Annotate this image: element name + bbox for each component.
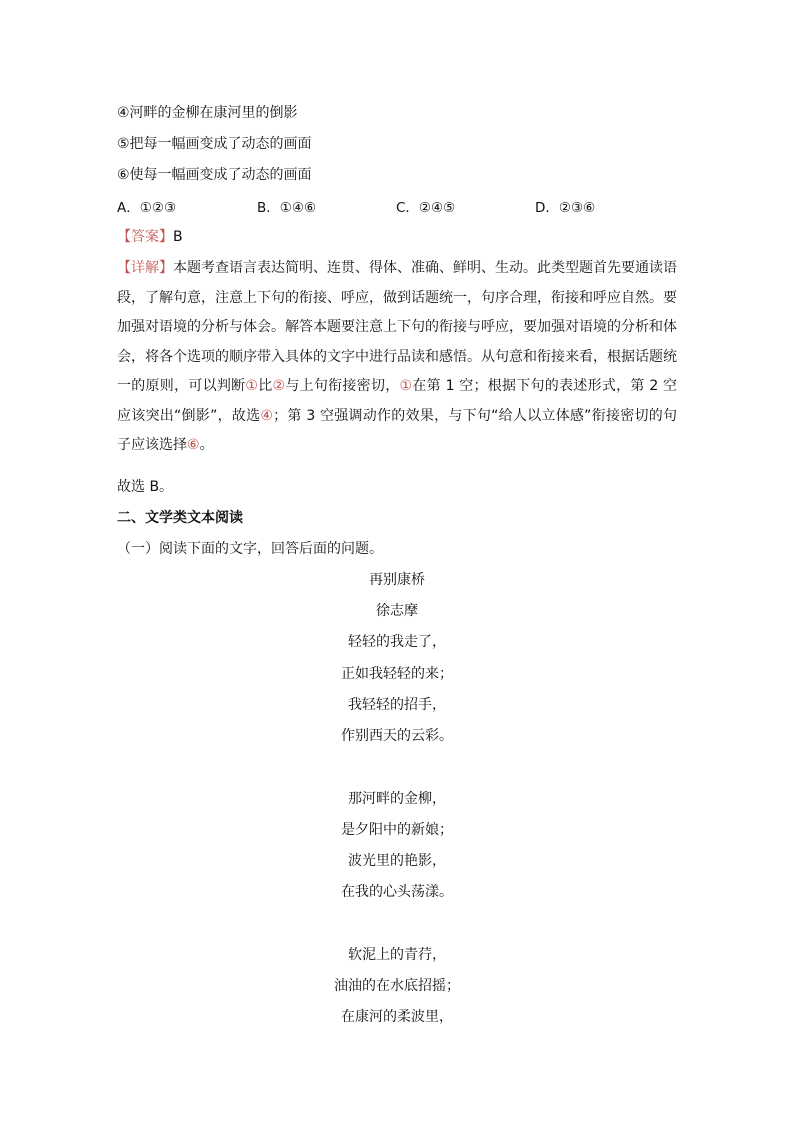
option-d: D．②③⑥ (535, 200, 596, 216)
circled-number-3: ① (399, 378, 413, 394)
explanation-tag: 【详解】 (117, 260, 173, 276)
poem-line: 那河畔的金柳， (348, 791, 446, 807)
explanation-text-5: ；第 3 空强调动作的效果，与下句“给人以立体感”衔接密切的句子应该选择 (117, 407, 677, 453)
answer-value: B (173, 229, 183, 245)
circled-number-5: ⑥ (187, 437, 200, 453)
answer-line (117, 227, 183, 247)
explanation-text-4: 在第 1 空；根据下句的表述形式，第 2 空应该突出“倒影”，故选 (117, 378, 678, 424)
poem-title: 再别康桥 (369, 572, 425, 588)
option-b: B．①④⑥ (257, 200, 317, 216)
explanation-text-6: 。 (199, 437, 214, 453)
poem-line: 我轻轻的招手， (348, 697, 446, 713)
poem-author: 徐志摩 (376, 603, 418, 619)
poem-line: 软泥上的青荇， (348, 947, 446, 963)
explanation-text-1: 本题考查语言表达简明、连贯、得体、准确、鲜明、生动。此类型题首先要通读语段，了解句意，注意上下句的衔接、呼应，做到话题统一，句序合理，衔接和呼应自然。要加强对语境的分析与体会。解答本题要注意上下句的衔接与呼应，要加强对语境的分析和体会，将各个选项的顺序带入具体的文字中进行品读和感悟。从句意和衔接来看，根据话题统一的原则，可以判断 (117, 260, 677, 394)
poem-line: 轻轻的我走了， (348, 634, 446, 650)
explanation-text-3: 与上句衔接密切， (285, 378, 400, 394)
circled-number-2: ② (272, 378, 286, 394)
section-intro: （一）阅读下面的文字，回答后面的问题。 (117, 541, 383, 557)
section-heading: 二、文学类文本阅读 (117, 510, 243, 526)
poem-line: 波光里的艳影， (348, 853, 446, 869)
poem-line: 在康河的柔波里， (341, 1009, 453, 1025)
option-c: C．②④⑤ (396, 200, 456, 216)
circled-number-1: ① (245, 378, 259, 394)
answer-tag: 【答案】 (117, 229, 173, 245)
explanation-text-2: 比 (258, 378, 273, 394)
poem-line: 作别西天的云彩。 (341, 728, 453, 744)
poem-line: 油油的在水底招摇； (334, 978, 460, 994)
circled-number-4: ④ (260, 407, 274, 424)
conclusion-line: 故选 B。 (117, 479, 174, 495)
question-line-5: ⑤把每一幅画变成了动态的画面 (117, 136, 312, 152)
poem-line: 在我的心头荡漾。 (341, 884, 453, 900)
option-a: A．①②③ (117, 200, 177, 216)
answer-options (117, 196, 677, 216)
question-line-4: ④河畔的金柳在康河里的倒影 (117, 105, 298, 121)
explanation-paragraph (117, 254, 677, 461)
question-line-6: ⑥使每一幅画变成了动态的画面 (117, 167, 312, 183)
poem-line: 正如我轻轻的来； (341, 666, 453, 682)
poem-line: 是夕阳中的新娘； (341, 822, 453, 838)
